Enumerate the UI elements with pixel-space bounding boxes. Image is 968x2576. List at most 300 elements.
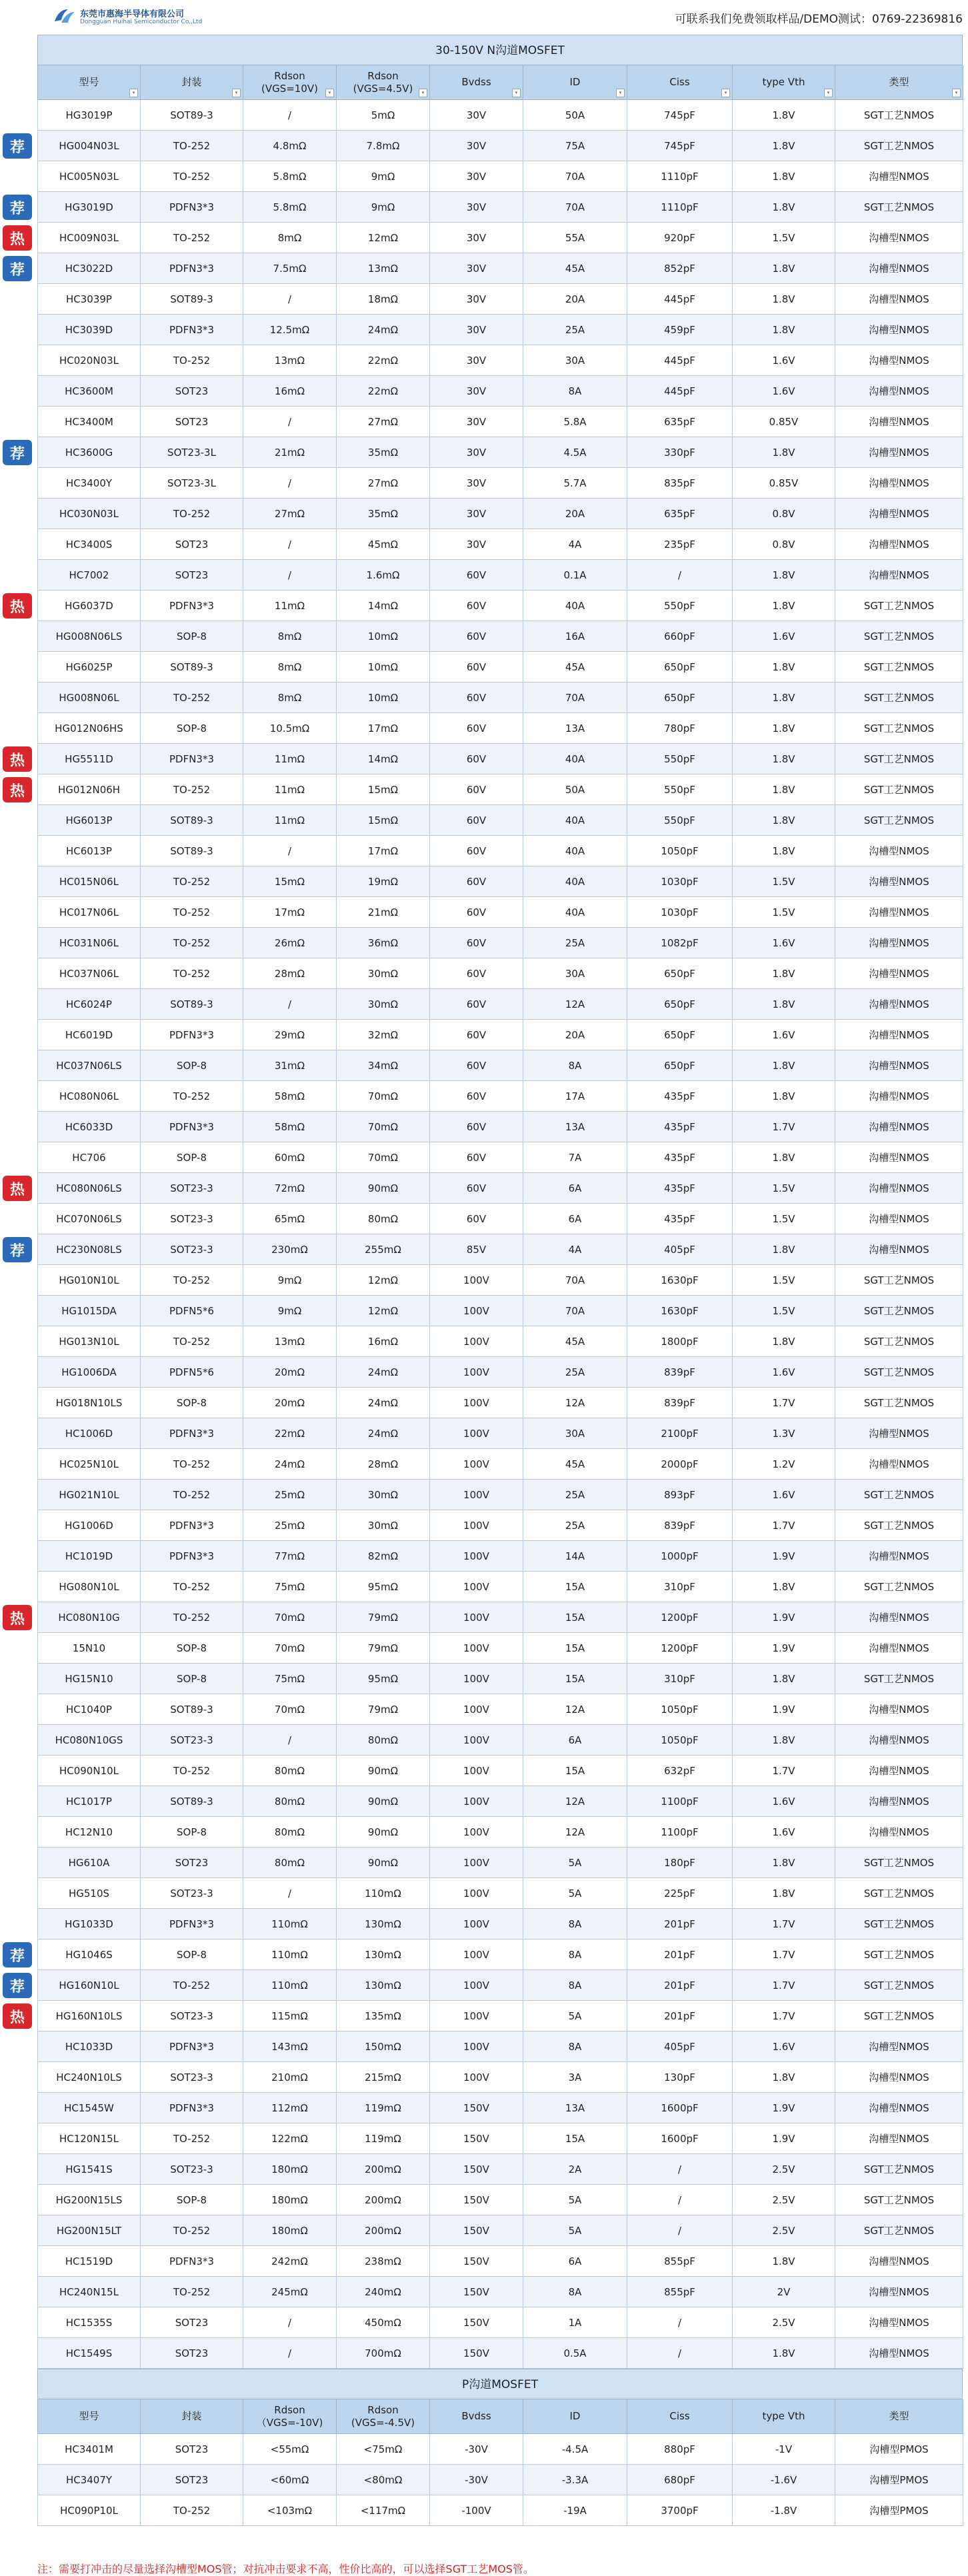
cell-rdson-10v: 80mΩ [243,1756,337,1786]
cell-id: 15A [523,1602,627,1633]
cell-ciss: 1200pF [627,1633,733,1664]
filter-dropdown-icon[interactable]: ▾ [512,89,521,97]
cell-type: 沟槽型NMOS [835,958,963,989]
cell-vth: 1.5V [733,1204,835,1234]
cell-rdson-4v5: <75mΩ [337,2434,430,2465]
table-row [37,1602,963,1633]
table-row [37,2495,963,2526]
cell-ciss: 839pF [627,1388,733,1418]
cell-package: SOP-8 [141,1664,243,1694]
cell-type: SGT工艺NMOS [835,1480,963,1510]
header-type [835,2399,963,2434]
cell-ciss: 445pF [627,284,733,315]
cell-vth: 1.8V [733,989,835,1020]
cell-ciss: 635pF [627,407,733,437]
cell-bvdss: 100V [430,1664,523,1694]
table-row [37,192,963,223]
header-label: 型号 [79,2410,99,2422]
cell-package: SOP-8 [141,621,243,652]
cell-vth: 1.8V [733,836,835,866]
cell-type: 沟槽型NMOS [835,468,963,499]
cell-part-number: HC1017P [38,1786,141,1817]
cell-package: SOP-8 [141,1939,243,1970]
cell-package: SOP-8 [141,713,243,744]
cell-ciss: 180pF [627,1848,733,1878]
cell-ciss: 660pF [627,621,733,652]
cell-bvdss: 100V [430,1326,523,1357]
contact-info: 可联系我们免费领取样品/DEMO测试：0769-22369816 [675,13,963,26]
cell-package: PDFN3*3 [141,315,243,345]
cell-type: 沟槽型NMOS [835,161,963,192]
cell-rdson-4v5: 700mΩ [337,2338,430,2369]
cell-ciss: 3700pF [627,2495,733,2526]
cell-vth: 1.8V [733,1664,835,1694]
cell-part-number: HG010N10L [38,1265,141,1296]
cell-bvdss: 30V [430,407,523,437]
cell-rdson-4v5: 90mΩ [337,1786,430,1817]
cell-ciss: / [627,2338,733,2369]
cell-vth: 0.8V [733,529,835,560]
cell-ciss: 550pF [627,805,733,836]
filter-dropdown-icon[interactable]: ▾ [129,89,138,97]
cell-ciss: / [627,2215,733,2246]
cell-part-number: HC070N06LS [38,1204,141,1234]
header-ciss[interactable] [627,65,733,100]
cell-rdson-4v5: 17mΩ [337,713,430,744]
cell-rdson-4v5: 16mΩ [337,1326,430,1357]
table-row [37,897,963,928]
cell-vth: 1.9V [733,1602,835,1633]
cell-part-number: HC6019D [38,1020,141,1050]
cell-id: 5A [523,2215,627,2246]
table-row [37,774,963,805]
cell-rdson-10v: 230mΩ [243,1234,337,1265]
cell-vth: 2V [733,2277,835,2307]
cell-ciss: 201pF [627,1970,733,2001]
filter-dropdown-icon[interactable]: ▾ [616,89,625,97]
cell-rdson-4v5: 70mΩ [337,1142,430,1173]
cell-bvdss: 60V [430,1020,523,1050]
cell-ciss: 650pF [627,1020,733,1050]
cell-vth: 1.7V [733,1112,835,1142]
table-row [37,407,963,437]
cell-type: 沟槽型NMOS [835,2031,963,2062]
cell-ciss: 130pF [627,2062,733,2093]
cell-rdson-10v: 11mΩ [243,744,337,774]
cell-rdson-10v: / [243,1725,337,1756]
cell-package: SOT23 [141,407,243,437]
cell-rdson-4v5: 35mΩ [337,499,430,529]
cell-package: SOP-8 [141,1817,243,1848]
cell-type: 沟槽型NMOS [835,1756,963,1786]
table-row [37,2338,963,2369]
cell-bvdss: 30V [430,345,523,376]
cell-vth: 1.5V [733,897,835,928]
cell-rdson-10v: 80mΩ [243,1848,337,1878]
cell-rdson-4v5: 24mΩ [337,315,430,345]
cell-bvdss: 150V [430,2185,523,2215]
cell-part-number: HC025N10L [38,1449,141,1480]
cell-type: SGT工艺NMOS [835,1572,963,1602]
cell-vth: 1.6V [733,1020,835,1050]
cell-part-number: HG008N06L [38,682,141,713]
cell-ciss: 550pF [627,591,733,621]
header-vth[interactable] [733,65,835,100]
cell-rdson-4v5: <117mΩ [337,2495,430,2526]
cell-package: SOT23 [141,1848,243,1878]
table-row [37,1142,963,1173]
cell-vth: 2.5V [733,2185,835,2215]
cell-part-number: HC020N03L [38,345,141,376]
cell-rdson-10v: / [243,529,337,560]
cell-vth: 1.8V [733,652,835,682]
cell-id: 40A [523,744,627,774]
header-type[interactable] [835,65,963,100]
cell-type: 沟槽型NMOS [835,284,963,315]
cell-ciss: 650pF [627,958,733,989]
cell-ciss: 1630pF [627,1265,733,1296]
cell-rdson-4v5: 95mΩ [337,1664,430,1694]
pmos-section-title: P沟道MOSFET [37,2369,963,2399]
cell-bvdss: 60V [430,652,523,682]
header-rdson-4v5[interactable] [337,65,430,100]
cell-part-number: HC6024P [38,989,141,1020]
cell-id: 6A [523,1725,627,1756]
cell-id: 15A [523,1572,627,1602]
recommend-badge: 荐 [3,195,32,220]
cell-rdson-10v: / [243,100,337,131]
cell-rdson-10v: 180mΩ [243,2154,337,2185]
cell-rdson-4v5: 30mΩ [337,1510,430,1541]
header-label: type Vth [762,76,805,88]
cell-rdson-4v5: 15mΩ [337,774,430,805]
cell-id: 20A [523,284,627,315]
cell-vth: 1.7V [733,1510,835,1541]
cell-rdson-10v: 5.8mΩ [243,192,337,223]
cell-bvdss: 60V [430,1081,523,1112]
cell-vth: 1.9V [733,2123,835,2154]
cell-bvdss: 60V [430,866,523,897]
cell-type: SGT工艺NMOS [835,2215,963,2246]
cell-type: 沟槽型NMOS [835,1204,963,1234]
cell-vth: 1.9V [733,1541,835,1572]
hot-badge: 热 [3,1176,32,1201]
cell-rdson-10v: 180mΩ [243,2185,337,2215]
cell-part-number: HC1549S [38,2338,141,2369]
cell-bvdss: 30V [430,376,523,407]
table-row [37,1296,963,1326]
header-rdson-10v[interactable] [243,65,337,100]
header-label: 型号 [79,76,99,88]
cell-vth: 1.5V [733,223,835,253]
cell-type: SGT工艺NMOS [835,2185,963,2215]
cell-vth: -1.8V [733,2495,835,2526]
cell-bvdss: 150V [430,2154,523,2185]
cell-package: SOT89-3 [141,284,243,315]
cell-bvdss: 60V [430,713,523,744]
cell-rdson-4v5: 21mΩ [337,897,430,928]
cell-bvdss: 100V [430,1449,523,1480]
cell-type: 沟槽型NMOS [835,2338,963,2369]
cell-type: SGT工艺NMOS [835,192,963,223]
cell-part-number: HC037N06LS [38,1050,141,1081]
cell-ciss: 235pF [627,529,733,560]
cell-bvdss: 60V [430,805,523,836]
table-row [37,2434,963,2465]
cell-vth: 1.8V [733,744,835,774]
cell-type: 沟槽型NMOS [835,1541,963,1572]
cell-part-number: HC080N10G [38,1602,141,1633]
table-row [37,1664,963,1694]
table-row [37,1112,963,1142]
cell-ciss: 680pF [627,2465,733,2495]
cell-rdson-10v: 8mΩ [243,621,337,652]
cell-type: 沟槽型NMOS [835,836,963,866]
table-row [37,2154,963,2185]
cell-rdson-10v: 17mΩ [243,897,337,928]
cell-vth: 1.8V [733,591,835,621]
cell-part-number: HC3039P [38,284,141,315]
cell-rdson-4v5: 95mΩ [337,1572,430,1602]
table-row [37,1234,963,1265]
cell-rdson-10v: 80mΩ [243,1786,337,1817]
cell-ciss: 550pF [627,744,733,774]
cell-package: TO-252 [141,1449,243,1480]
cell-id: 8A [523,1050,627,1081]
cell-ciss: 1100pF [627,1786,733,1817]
cell-ciss: 920pF [627,223,733,253]
cell-vth: 0.85V [733,407,835,437]
cell-rdson-10v: / [243,284,337,315]
cell-bvdss: 30V [430,284,523,315]
cell-id: 40A [523,591,627,621]
filter-dropdown-icon[interactable]: ▾ [419,89,427,97]
cell-rdson-4v5: 119mΩ [337,2093,430,2123]
cell-bvdss: 60V [430,836,523,866]
cell-rdson-10v: 8mΩ [243,682,337,713]
cell-rdson-10v: 11mΩ [243,805,337,836]
cell-id: 3A [523,2062,627,2093]
cell-type: SGT工艺NMOS [835,100,963,131]
cell-package: TO-252 [141,1572,243,1602]
pmos-table-body [37,2434,963,2526]
header-label: ID [569,2410,581,2422]
filter-dropdown-icon[interactable]: ▾ [325,89,334,97]
table-row [37,2123,963,2154]
cell-id: 5A [523,1848,627,1878]
cell-rdson-4v5: 30mΩ [337,1480,430,1510]
cell-bvdss: 30V [430,161,523,192]
cell-id: 6A [523,1204,627,1234]
cell-bvdss: 85V [430,1234,523,1265]
cell-rdson-4v5: 45mΩ [337,529,430,560]
cell-rdson-10v: <55mΩ [243,2434,337,2465]
cell-ciss: 1082pF [627,928,733,958]
table-row [37,1939,963,1970]
cell-type: SGT工艺NMOS [835,713,963,744]
cell-type: 沟槽型NMOS [835,1020,963,1050]
table-row [37,1357,963,1388]
cell-type: SGT工艺NMOS [835,131,963,161]
cell-bvdss: 100V [430,1939,523,1970]
cell-package: PDFN5*6 [141,1357,243,1388]
table-row [37,1970,963,2001]
cell-rdson-4v5: 1.6mΩ [337,560,430,591]
cell-package: PDFN3*3 [141,2246,243,2277]
cell-rdson-4v5: 90mΩ [337,1756,430,1786]
cell-rdson-10v: / [243,836,337,866]
table-row [37,1388,963,1418]
cell-ciss: 880pF [627,2434,733,2465]
cell-type: 沟槽型NMOS [835,989,963,1020]
header-bvdss[interactable] [430,65,523,100]
cell-ciss: 435pF [627,1142,733,1173]
filter-dropdown-icon[interactable]: ▾ [232,89,241,97]
cell-rdson-4v5: 80mΩ [337,1725,430,1756]
table-row [37,223,963,253]
cell-package: TO-252 [141,2277,243,2307]
header-part-number[interactable] [38,65,141,100]
cell-type: 沟槽型NMOS [835,1602,963,1633]
cell-part-number: HG1541S [38,2154,141,2185]
cell-bvdss: 150V [430,2307,523,2338]
cell-rdson-4v5: 27mΩ [337,407,430,437]
cell-package: SOT89-3 [141,1786,243,1817]
cell-rdson-10v: 9mΩ [243,1296,337,1326]
cell-vth: 1.8V [733,774,835,805]
cell-part-number: HC3039D [38,315,141,345]
cell-vth: 1.6V [733,345,835,376]
cell-rdson-10v: / [243,2338,337,2369]
cell-rdson-10v: 80mΩ [243,1817,337,1848]
filter-dropdown-icon[interactable]: ▾ [952,89,961,97]
cell-rdson-4v5: 7.8mΩ [337,131,430,161]
cell-part-number: HG1015DA [38,1296,141,1326]
table-row [37,529,963,560]
table-row [37,468,963,499]
cell-rdson-4v5: 22mΩ [337,345,430,376]
cell-package: PDFN3*3 [141,1020,243,1050]
cell-rdson-4v5: 110mΩ [337,1878,430,1909]
cell-vth: -1V [733,2434,835,2465]
cell-vth: 1.7V [733,1909,835,1939]
cell-rdson-10v: 22mΩ [243,1418,337,1449]
hot-badge: 热 [3,593,32,619]
cell-package: SOT89-3 [141,1694,243,1725]
cell-ciss: 1600pF [627,2123,733,2154]
cell-vth: 1.9V [733,2093,835,2123]
cell-part-number: HC3400S [38,529,141,560]
cell-type: SGT工艺NMOS [835,1265,963,1296]
cell-type: SGT工艺NMOS [835,1510,963,1541]
cell-package: SOT23 [141,2338,243,2369]
filter-dropdown-icon[interactable]: ▾ [721,89,730,97]
table-row [37,345,963,376]
cell-id: 8A [523,1970,627,2001]
cell-part-number: HC090P10L [38,2495,141,2526]
cell-id: 13A [523,713,627,744]
cell-type: 沟槽型NMOS [835,2062,963,2093]
cell-vth: 1.3V [733,1418,835,1449]
header-package[interactable] [141,65,243,100]
cell-rdson-10v: 110mΩ [243,1909,337,1939]
header-label: Ciss [669,2410,690,2422]
cell-id: 25A [523,1480,627,1510]
cell-rdson-4v5: 32mΩ [337,1020,430,1050]
table-row [37,1909,963,1939]
cell-vth: 1.5V [733,1265,835,1296]
cell-part-number: HC3400M [38,407,141,437]
table-row [37,1020,963,1050]
cell-vth: 1.7V [733,1388,835,1418]
cell-ciss: 405pF [627,1234,733,1265]
cell-bvdss: 30V [430,468,523,499]
cell-part-number: HG610A [38,1848,141,1878]
cell-id: 15A [523,1756,627,1786]
cell-bvdss: 100V [430,1418,523,1449]
cell-vth: 1.8V [733,2246,835,2277]
cell-ciss: 1030pF [627,897,733,928]
cell-id: 50A [523,100,627,131]
cell-vth: 1.7V [733,1970,835,2001]
table-row [37,1878,963,1909]
cell-package: PDFN3*3 [141,253,243,284]
cell-package: TO-252 [141,1970,243,2001]
hot-badge: 热 [3,777,32,802]
table-row [37,958,963,989]
cell-rdson-4v5: 12mΩ [337,223,430,253]
cell-id: 30A [523,958,627,989]
cell-rdson-10v: 112mΩ [243,2093,337,2123]
cell-type: 沟槽型NMOS [835,1449,963,1480]
cell-part-number: HG1006DA [38,1357,141,1388]
cell-rdson-4v5: 450mΩ [337,2307,430,2338]
cell-vth: 1.8V [733,192,835,223]
cell-package: TO-252 [141,1265,243,1296]
cell-bvdss: 60V [430,928,523,958]
cell-bvdss: 30V [430,529,523,560]
cell-part-number: HC706 [38,1142,141,1173]
cell-vth: 2.5V [733,2215,835,2246]
cell-rdson-4v5: 10mΩ [337,652,430,682]
cell-id: 12A [523,989,627,1020]
header-label: type Vth [762,2410,805,2422]
cell-vth: 1.8V [733,131,835,161]
header-vth [733,2399,835,2434]
cell-type: 沟槽型NMOS [835,407,963,437]
cell-package: SOT23-3 [141,2154,243,2185]
hot-badge: 热 [3,1605,32,1630]
cell-type: SGT工艺NMOS [835,1848,963,1878]
cell-type: SGT工艺NMOS [835,774,963,805]
cell-part-number: HG008N06LS [38,621,141,652]
cell-id: 1A [523,2307,627,2338]
cell-vth: 1.8V [733,161,835,192]
cell-rdson-10v: 15mΩ [243,866,337,897]
cell-id: 5A [523,1878,627,1909]
cell-package: SOT89-3 [141,989,243,1020]
cell-rdson-4v5: 5mΩ [337,100,430,131]
cell-bvdss: 100V [430,1786,523,1817]
header-id[interactable] [523,65,627,100]
filter-dropdown-icon[interactable]: ▾ [824,89,833,97]
cell-rdson-10v: <60mΩ [243,2465,337,2495]
cell-rdson-10v: 110mΩ [243,1939,337,1970]
cell-package: SOT23-3 [141,1725,243,1756]
cell-rdson-4v5: 35mΩ [337,437,430,468]
table-row [37,1204,963,1234]
mosfet-table [37,35,963,2526]
